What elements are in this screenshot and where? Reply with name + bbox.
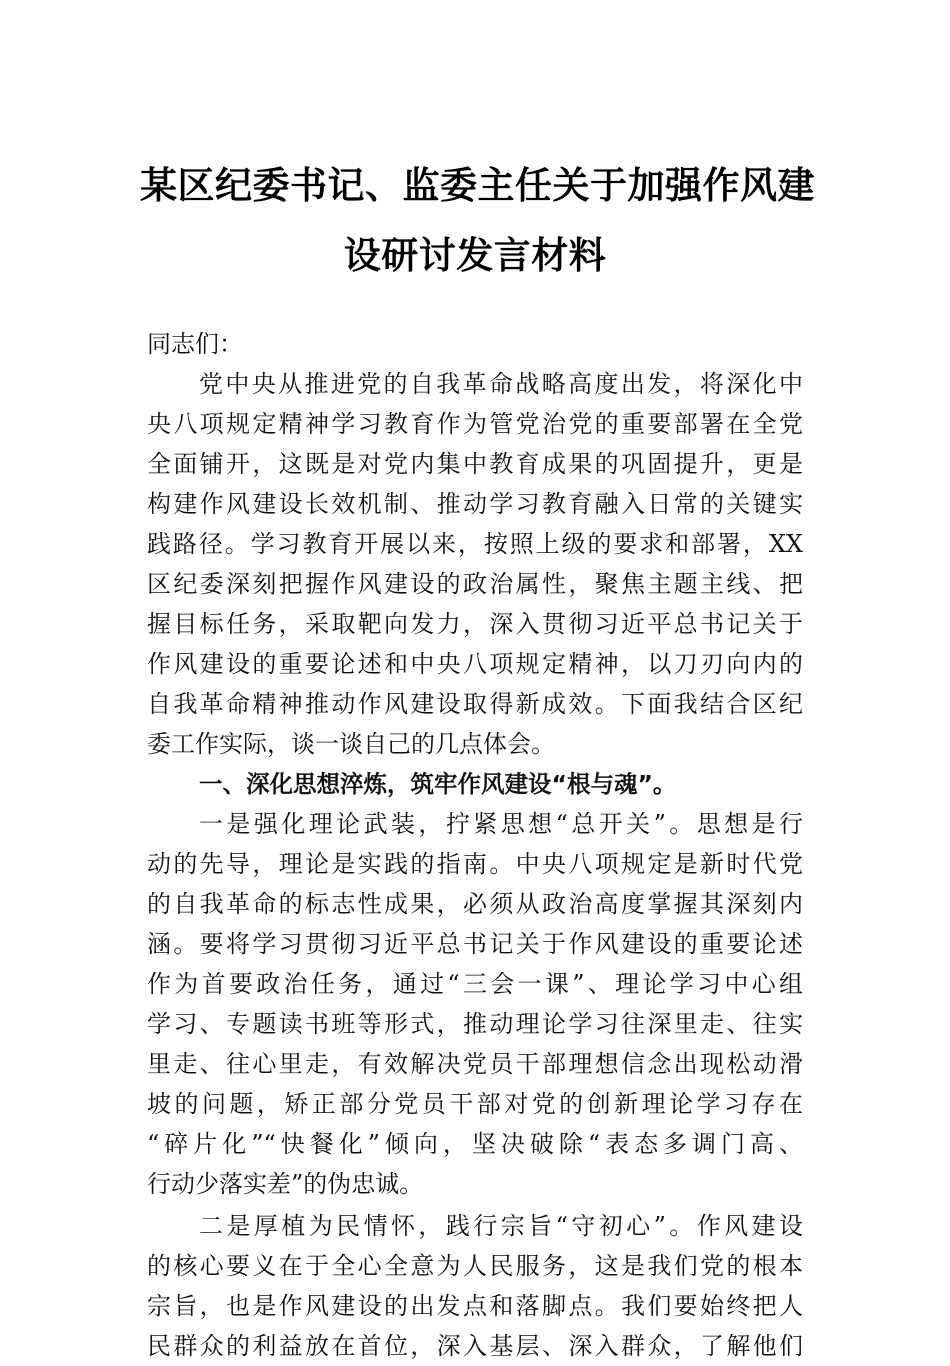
- body-line: 涵。要将学习贯彻习近平总书记关于作风建设的重要论述: [147, 930, 803, 958]
- body-line: 央八项规定精神学习教育作为管党治党的重要部署在全党: [147, 410, 803, 438]
- body-line: 的自我革命的标志性成果，必须从政治高度掌握其深刻内: [147, 890, 803, 918]
- body-line: 全面铺开，这既是对党内集中教育成果的巩固提升，更是: [147, 450, 803, 478]
- body-line: 行动少落实差”的伪忠诚。: [147, 1170, 424, 1198]
- body-line: 构建作风建设长效机制、推动学习教育融入日常的关键实: [147, 490, 803, 518]
- body-line: 握目标任务，采取靶向发力，深入贯彻习近平总书记关于: [147, 610, 803, 638]
- body-line: 党中央从推进党的自我革命战略高度出发，将深化中: [199, 370, 803, 398]
- body-line: 委工作实际，谈一谈自己的几点体会。: [147, 730, 555, 758]
- body-line: 里走、往心里走，有效解决党员干部理想信念出现松动滑: [147, 1050, 803, 1078]
- body-line: 动的先导，理论是实践的指南。中央八项规定是新时代党: [147, 850, 803, 878]
- body-line: 民群众的利益放在首位，深入基层、深入群众，了解他们: [147, 1332, 803, 1360]
- document-title-line-2: 设研讨发言材料: [343, 233, 607, 277]
- body-line: “碎片化”“快餐化”倾向，坚决破除“表态多调门高、: [147, 1130, 803, 1158]
- body-line: 自我革命精神推动作风建设取得新成效。下面我结合区纪: [147, 690, 803, 718]
- body-line: 宗旨，也是作风建设的出发点和落脚点。我们要始终把人: [147, 1292, 803, 1320]
- body-line: 作为首要政治任务，通过“三会一课”、理论学习中心组: [147, 970, 803, 998]
- body-line: 区纪委深刻把握作风建设的政治属性，聚焦主题主线、把: [147, 570, 803, 598]
- body-line: 的核心要义在于全心全意为人民服务，这是我们党的根本: [147, 1252, 803, 1280]
- body-line: 坡的问题，矫正部分党员干部对党的创新理论学习存在: [147, 1090, 803, 1118]
- body-line: 一是强化理论武装，拧紧思想“总开关”。思想是行: [199, 810, 803, 838]
- body-line: 学习、专题读书班等形式，推动理论学习往深里走、往实: [147, 1010, 803, 1038]
- document-title-line-1: 某区纪委书记、监委主任关于加强作风建: [140, 163, 815, 207]
- body-line: 作风建设的重要论述和中央八项规定精神，以刀刃向内的: [147, 650, 803, 678]
- body-line: 践路径。学习教育开展以来，按照上级的要求和部署，XX: [147, 530, 803, 558]
- body-line: 二是厚植为民情怀，践行宗旨“守初心”。作风建设: [199, 1212, 803, 1240]
- salutation: 同志们：: [147, 330, 243, 358]
- section-heading: 一、深化思想淬炼，筑牢作风建设“根与魂”。: [199, 770, 677, 798]
